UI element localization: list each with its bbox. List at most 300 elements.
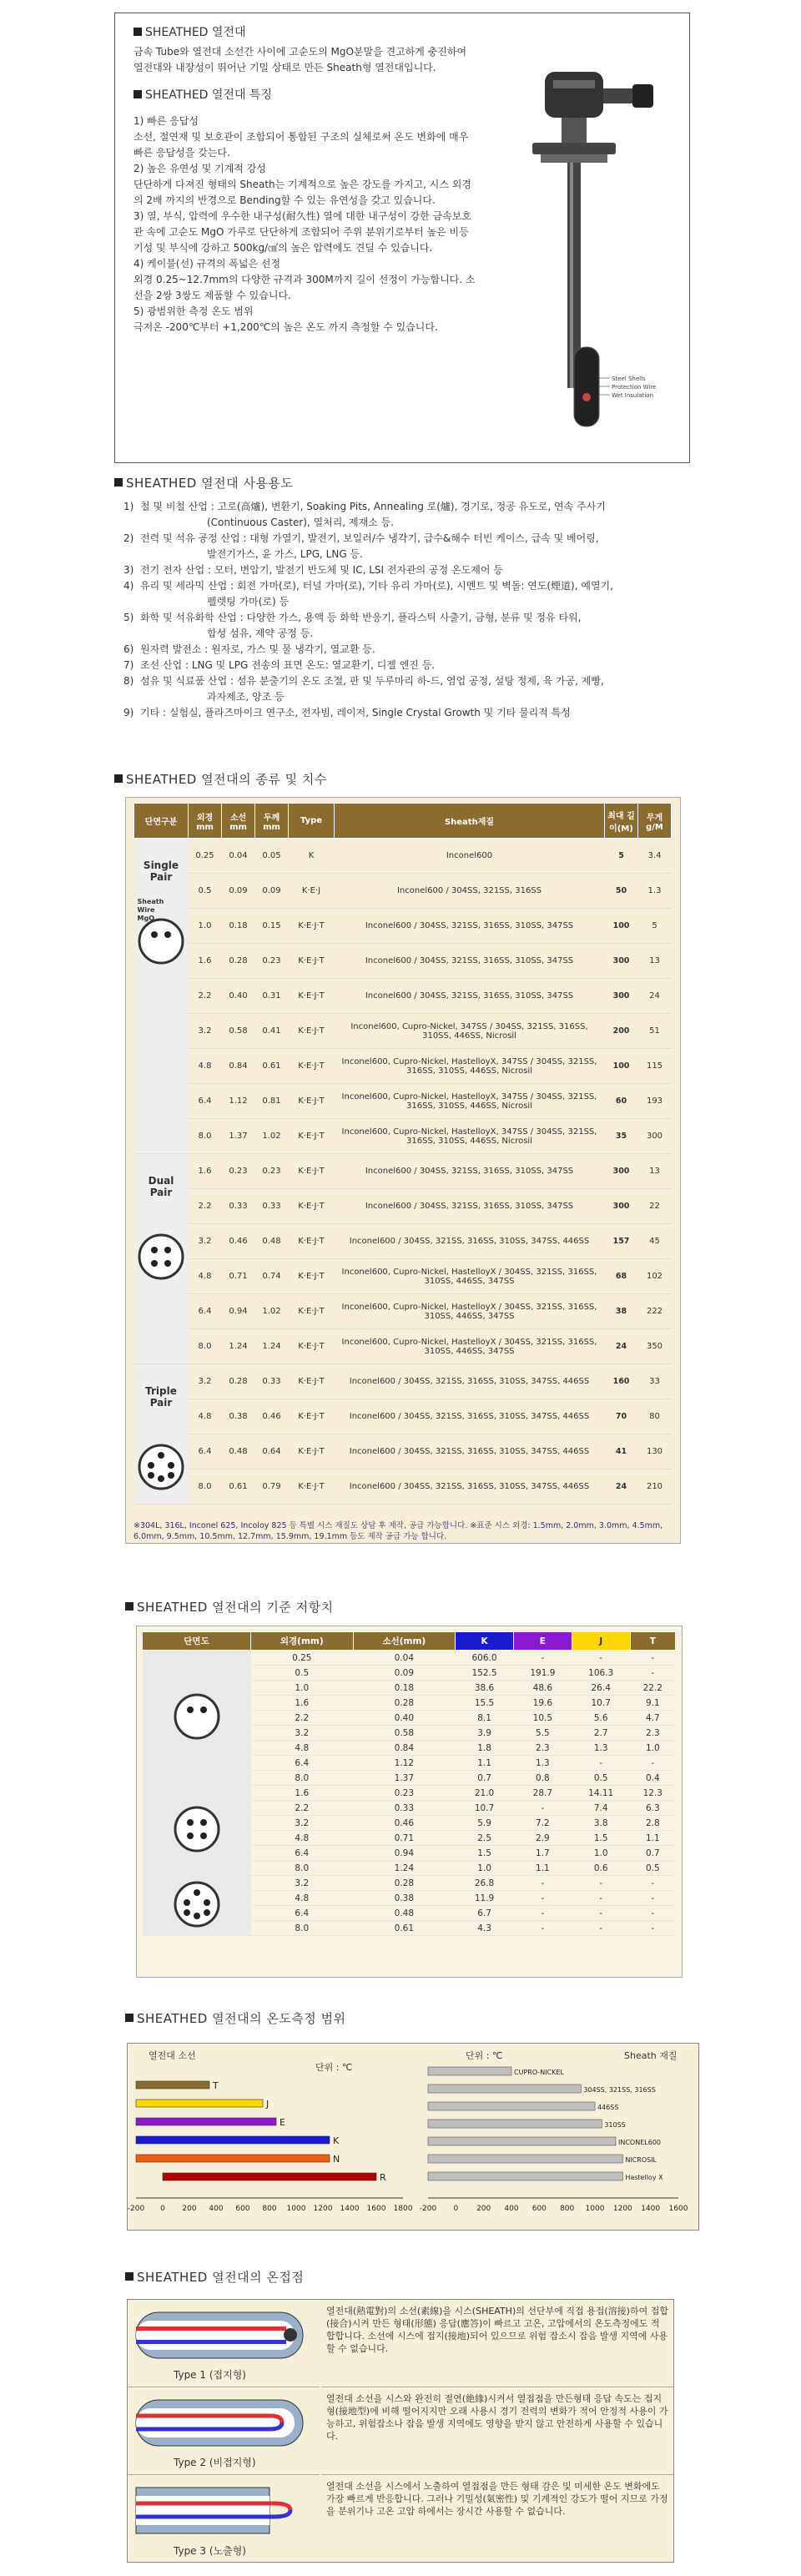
table-cell: 0.28: [222, 1364, 255, 1399]
table-cell: 115: [638, 1049, 672, 1084]
type-description: 열전대(熱電對)의 소선(素線)을 시스(SHEATH)의 선단부에 직접 용접(溶接)하여 접합(接合)시켜 만든 형태(形態) 응답(應答)이 빠르고 고온, 고압에서의 온도측정에도 적합합니다. 소선에 시스에 접지(接地)되어 있으므로 위험 잡소시 잡음 발생 지역에 사용할 수 없습니다.: [321, 2300, 673, 2387]
usage-item-text: 전력 및 석유 공정 산업 : 대형 가열기, 발전기, 보일러/수 냉각기, 급수&해수 터빈 케이스, 급속 및 베어링,: [140, 532, 599, 544]
resistance-cell: -: [630, 1876, 675, 1891]
resistance-cell: 0.5: [251, 1666, 354, 1681]
resistance-cell: 2.9: [513, 1831, 572, 1846]
axis-tick: -200: [419, 2205, 437, 2213]
table-cell: Inconel600, Cupro-Nickel, HastelloyX, 347SS / 304SS, 321SS, 316SS, 310SS, 446SS, Nicrosil: [335, 1084, 605, 1119]
table-cell: 0.31: [255, 979, 289, 1014]
range-bar: [428, 2137, 616, 2145]
table-cell: K·E·J·T: [289, 1364, 335, 1399]
usage-item: [123, 499, 683, 515]
usage-item-number: 7): [123, 659, 134, 671]
resistance-cell: 1.0: [630, 1741, 675, 1756]
resistance-cell: 7.4: [572, 1801, 630, 1816]
group-cell: [134, 1364, 189, 1505]
table-cell: 3.2: [189, 1364, 222, 1399]
resistance-cell: 0.40: [353, 1711, 456, 1726]
resistance-cell: 21.0: [456, 1786, 514, 1801]
resistance-cell: 28.7: [513, 1786, 572, 1801]
table-cell: 68: [605, 1259, 638, 1294]
resistance-cell: 1.5: [572, 1831, 630, 1846]
table-cell: 300: [605, 944, 638, 979]
range-bar: [136, 2100, 263, 2107]
usage-item-text: 발전기가스, 윤 가스, LPG, LNG 등.: [207, 548, 363, 560]
table-cell: 0.25: [189, 839, 222, 874]
table-row: [134, 1259, 672, 1294]
range-chart: [128, 2044, 698, 2230]
inset-label: Sheath: [137, 898, 164, 905]
range-bar: [428, 2084, 581, 2093]
table-cell: 0.46: [255, 1399, 289, 1434]
resistance-row: [143, 1786, 676, 1801]
table-cell: 0.5: [189, 874, 222, 909]
inset-label: MgO: [137, 915, 154, 922]
table-row: [134, 1364, 672, 1399]
table-cell: 160: [605, 1364, 638, 1399]
axis-tick: 1600: [366, 2205, 386, 2213]
table-row: [134, 909, 672, 944]
usage-item-number: [123, 594, 140, 610]
features-title: SHEATHED 열전대 특징: [134, 88, 476, 103]
cross-section-icon: [136, 1442, 186, 1492]
resistance-cell: 1.1: [456, 1756, 514, 1771]
table-cell: 5: [605, 839, 638, 874]
axis-tick: 1000: [286, 2205, 306, 2213]
bar-label: INCONEL600: [618, 2139, 661, 2146]
table-cell: 0.40: [222, 979, 255, 1014]
axis-tick: 1600: [668, 2205, 688, 2213]
bar-label: NICROSIL: [625, 2156, 657, 2164]
group-label: Single Pair: [143, 860, 179, 883]
resistance-cell: -: [513, 1876, 572, 1891]
resistance-row: [143, 1876, 676, 1891]
range-bar: [428, 2067, 511, 2075]
resistance-cell: 0.7: [456, 1771, 514, 1786]
usage-item-number: 4): [123, 580, 134, 592]
table-cell: 0.41: [255, 1014, 289, 1049]
resistance-cell: 0.48: [353, 1906, 456, 1921]
header-cell: 외경 mm: [189, 804, 222, 839]
table-row: [134, 874, 672, 909]
table-cell: 0.09: [255, 874, 289, 909]
table-cell: 0.46: [222, 1224, 255, 1259]
header-cell: 소선 mm: [222, 804, 255, 839]
table-row: [134, 1294, 672, 1329]
resistance-cell: -: [513, 1651, 572, 1666]
right-chart-unit: 단위 : ℃: [466, 2050, 503, 2061]
resistance-cell: 2.3: [513, 1741, 572, 1756]
table-cell: 1.24: [222, 1329, 255, 1364]
resistance-cell: 1.0: [572, 1846, 630, 1861]
table-cell: Inconel600, Cupro-Nickel, HastelloyX / 304SS, 321SS, 316SS, 310SS, 446SS, 347SS: [335, 1259, 605, 1294]
resistance-header: T: [630, 1632, 675, 1651]
table-cell: K·E·J·T: [289, 1399, 335, 1434]
resistance-cell: 4.8: [251, 1741, 354, 1756]
axis-tick: 400: [209, 2205, 224, 2213]
usage-item-number: [123, 626, 140, 642]
table-cell: 38: [605, 1294, 638, 1329]
usage-item-number: 6): [123, 643, 134, 655]
table-row: [134, 1434, 672, 1469]
resistance-cell: 6.3: [630, 1801, 675, 1816]
resistance-cell: 9.1: [630, 1696, 675, 1711]
usage-item-text: 전기 전자 산업 : 모터, 변압기, 발전기 반도체 및 IC, LSI 전자관의 공정 온도제어 등: [140, 564, 503, 576]
table-row: [134, 1329, 672, 1364]
table-cell: 24: [605, 1329, 638, 1364]
resistance-cell: 0.4: [630, 1771, 675, 1786]
usage-item: [123, 547, 683, 562]
header-cell: Type: [289, 804, 335, 839]
resistance-cell: 8.0: [251, 1771, 354, 1786]
table-cell: 4.8: [189, 1049, 222, 1084]
intro-description: 금속 Tube와 열전대 소선간 사이에 고순도의 MgO분말을 견고하게 충진하여 열전대와 내장성이 뛰어난 기밀 상태로 만든 Sheath형 열전대입니다.: [134, 46, 467, 73]
resistance-cell: 22.2: [630, 1681, 675, 1696]
table-cell: 24: [638, 979, 672, 1014]
table-cell: K·E·J·T: [289, 1084, 335, 1119]
table-cell: 35: [605, 1119, 638, 1154]
usage-item: [123, 610, 683, 626]
feature-line: 1) 빠른 응답성: [134, 115, 199, 127]
sizes-table: [134, 803, 672, 1505]
table-row: [134, 1049, 672, 1084]
table-cell: K·E·J·T: [289, 944, 335, 979]
table-cell: 0.04: [222, 839, 255, 874]
feature-line: 극저온 -200℃부터 +1,200℃의 높은 온도 까지 측정할 수 있습니다.: [134, 321, 438, 333]
resistance-cell: 0.38: [353, 1891, 456, 1906]
resistance-cell: 1.37: [353, 1771, 456, 1786]
junction-title: SHEATHED 열전대의 온접점: [125, 2268, 304, 2286]
axis-tick: 1200: [612, 2205, 632, 2213]
usage-item-number: 8): [123, 675, 134, 687]
inset-label: Wire: [137, 906, 155, 914]
table-cell: 193: [638, 1084, 672, 1119]
resistance-cell: 0.5: [630, 1861, 675, 1876]
axis-tick: 600: [531, 2205, 547, 2213]
resistance-cell: 19.6: [513, 1696, 572, 1711]
table-cell: 1.37: [222, 1119, 255, 1154]
table-cell: 41: [605, 1434, 638, 1469]
usage-item-text: 펠렛팅 가마(로) 등: [207, 596, 290, 607]
junction-types: [127, 2299, 674, 2563]
resistance-cell: 5.5: [513, 1726, 572, 1741]
resistance-cell: 11.9: [456, 1891, 514, 1906]
resistance-cell: -: [572, 1651, 630, 1666]
usage-item-number: 2): [123, 532, 134, 544]
usage-item-text: 철 및 비철 산업 : 고로(高爐), 변환기, Soaking Pits, Annealing 로(爐), 경기로, 정공 유도로, 연속 주사기: [140, 501, 606, 512]
resistance-cell: 4.3: [456, 1921, 514, 1936]
table-cell: 8.0: [189, 1329, 222, 1364]
resistance-cell: -: [630, 1756, 675, 1771]
resistance-cell: -: [513, 1906, 572, 1921]
bar-label: E: [280, 2117, 285, 2128]
table-cell: 0.61: [222, 1469, 255, 1505]
feature-line: 5) 광범위한 측정 온도 범위: [134, 305, 254, 317]
resistance-cell: 1.0: [456, 1861, 514, 1876]
resistance-cell: 8.0: [251, 1921, 354, 1936]
table-row: [134, 1399, 672, 1434]
table-row: [134, 839, 672, 874]
table-cell: 8.0: [189, 1119, 222, 1154]
resistance-cell: -: [630, 1906, 675, 1921]
table-cell: 0.79: [255, 1469, 289, 1505]
axis-tick: 0: [160, 2205, 165, 2213]
table-cell: 1.6: [189, 944, 222, 979]
table-cell: 51: [638, 1014, 672, 1049]
resistance-header: 외경(mm): [251, 1632, 354, 1651]
resistance-cell: 1.6: [251, 1786, 354, 1801]
type3-illustration: [128, 2475, 320, 2563]
table-cell: 200: [605, 1014, 638, 1049]
resistance-row: [143, 1651, 676, 1666]
cross-section-icon: [172, 1879, 222, 1929]
table-cell: 80: [638, 1399, 672, 1434]
resistance-cell: 3.2: [251, 1816, 354, 1831]
resistance-cell: 12.3: [630, 1786, 675, 1801]
table-cell: Inconel600 / 304SS, 321SS, 316SS, 310SS, 347SS: [335, 1154, 605, 1189]
table-cell: K·E·J·T: [289, 1154, 335, 1189]
resistance-cell: 0.5: [572, 1771, 630, 1786]
range-bar: [136, 2118, 276, 2125]
header-cell: 무게 g/M: [638, 804, 672, 839]
type-label: Type 3 (노출형): [174, 2545, 246, 2557]
resistance-cell: 1.7: [513, 1846, 572, 1861]
table-cell: 0.61: [255, 1049, 289, 1084]
table-cell: 1.12: [222, 1084, 255, 1119]
usage-item-text: 화학 및 석유화학 산업 : 다양한 가스, 용액 등 화학 반응기, 플라스틱 사출기, 금형, 분류 및 정유 타워,: [140, 612, 582, 623]
resistance-cell: 0.7: [630, 1846, 675, 1861]
table-cell: K·E·J·T: [289, 1294, 335, 1329]
left-chart-title: 열전대 소선: [149, 2050, 196, 2061]
usage-item: [123, 515, 683, 531]
resistance-cell: -: [572, 1921, 630, 1936]
resistance-cell: 8.1: [456, 1711, 514, 1726]
feature-line: 3) 열, 부식, 압력에 우수한 내구성(耐久性) 열에 대한 내구성이 강한 금속보호관 속에 고순도 MgO 가루로 단단하게 조합되어 주위 분위기로부터 높은 비등기성 및 부식에 강하고 500kg/㎠의 높은 압력에도 견딜 수 있습니다.: [134, 210, 471, 254]
table-cell: 0.64: [255, 1434, 289, 1469]
feature-line: 4) 케이블(선) 규격의 폭넓은 선정: [134, 258, 281, 270]
range-title: SHEATHED 열전대의 온도측정 범위: [125, 2009, 346, 2027]
bar-label: N: [333, 2154, 340, 2165]
usage-item: [123, 673, 683, 689]
resistance-cell: 0.28: [353, 1696, 456, 1711]
resistance-cell: 5.9: [456, 1816, 514, 1831]
resistance-cell: 4.8: [251, 1831, 354, 1846]
range-bar: [136, 2136, 330, 2144]
table-cell: 1.3: [638, 874, 672, 909]
diagram-label: Protection Wire: [612, 384, 657, 391]
resistance-header: J: [572, 1632, 630, 1651]
table-row: [134, 1119, 672, 1154]
resistance-cell: 10.7: [572, 1696, 630, 1711]
cross-section-cell: [143, 1876, 251, 1936]
bar-label: 304SS, 321SS, 316SS: [583, 2086, 656, 2094]
usage-item: [123, 658, 683, 673]
axis-tick: 1800: [393, 2205, 413, 2213]
table-cell: 45: [638, 1224, 672, 1259]
resistance-cell: 10.7: [456, 1801, 514, 1816]
resistance-cell: -: [630, 1666, 675, 1681]
bar-label: K: [333, 2135, 340, 2146]
resistance-cell: 2.3: [630, 1726, 675, 1741]
resistance-cell: 0.71: [353, 1831, 456, 1846]
resistance-cell: 0.04: [353, 1651, 456, 1666]
range-bar: [163, 2173, 376, 2180]
type-label: Type 1 (접지형): [174, 2369, 246, 2381]
axis-tick: 1000: [585, 2205, 605, 2213]
right-chart-title: Sheath 재질: [624, 2050, 678, 2061]
table-cell: 350: [638, 1329, 672, 1364]
table-row: [134, 1469, 672, 1505]
table-cell: K·E·J·T: [289, 1049, 335, 1084]
resistance-cell: 6.4: [251, 1906, 354, 1921]
resistance-cell: 191.9: [513, 1666, 572, 1681]
usage-item-number: [123, 689, 140, 705]
table-cell: 13: [638, 944, 672, 979]
table-cell: K·E·J·T: [289, 979, 335, 1014]
usage-item-number: [123, 547, 140, 562]
table-cell: Inconel600, Cupro-Nickel, HastelloyX / 304SS, 321SS, 316SS, 310SS, 446SS, 347SS: [335, 1329, 605, 1364]
resistance-cell: 1.3: [513, 1756, 572, 1771]
table-cell: Inconel600 / 304SS, 321SS, 316SS, 310SS, 347SS: [335, 1189, 605, 1224]
table-cell: 100: [605, 1049, 638, 1084]
group-label: Triple Pair: [145, 1385, 177, 1409]
table-cell: 0.15: [255, 909, 289, 944]
resistance-cell: -: [572, 1756, 630, 1771]
header-cell: 두께 mm: [255, 804, 289, 839]
resistance-cell: 1.1: [630, 1831, 675, 1846]
resistance-cell: -: [630, 1651, 675, 1666]
table-row: [134, 1224, 672, 1259]
resistance-cell: 0.09: [353, 1666, 456, 1681]
table-cell: 4.8: [189, 1399, 222, 1434]
usage-item-text: 과자제조, 양조 등: [207, 691, 285, 703]
resistance-cell: 2.7: [572, 1726, 630, 1741]
resistance-header: 소선(mm): [353, 1632, 456, 1651]
resistance-cell: 1.12: [353, 1756, 456, 1771]
range-bar: [136, 2081, 209, 2089]
resistance-cell: 15.5: [456, 1696, 514, 1711]
table-cell: Inconel600, Cupro-Nickel, HastelloyX, 347SS / 304SS, 321SS, 316SS, 310SS, 446SS, Nicrosil: [335, 1049, 605, 1084]
group-cell: [134, 1154, 189, 1364]
axis-tick: 800: [560, 2205, 575, 2213]
resistance-cell: 6.4: [251, 1756, 354, 1771]
table-cell: 4.8: [189, 1259, 222, 1294]
table-cell: K·E·J·T: [289, 1434, 335, 1469]
table-cell: 8.0: [189, 1469, 222, 1505]
resistance-cell: 4.7: [630, 1711, 675, 1726]
table-cell: 0.28: [222, 944, 255, 979]
resistance-cell: 1.6: [251, 1696, 354, 1711]
range-bar: [136, 2155, 330, 2162]
table-row: [134, 1189, 672, 1224]
table-cell: K·E·J·T: [289, 1189, 335, 1224]
table-cell: 33: [638, 1364, 672, 1399]
usage-item: [123, 689, 683, 705]
resistance-cell: 6.7: [456, 1906, 514, 1921]
resistance-cell: 7.2: [513, 1816, 572, 1831]
usage-item: [123, 562, 683, 578]
usage-list: [123, 499, 683, 721]
table-cell: Inconel600 / 304SS, 321SS, 316SS, 310SS, 347SS, 446SS: [335, 1434, 605, 1469]
table-cell: 210: [638, 1469, 672, 1505]
usage-item-text: 조선 산업 : LNG 및 LPG 전송의 표면 온도: 열교환기, 디젤 엔진 등.: [140, 659, 436, 671]
bar-label: 446SS: [597, 2104, 619, 2111]
table-cell: 300: [605, 979, 638, 1014]
usage-item-text: 유리 및 세라믹 산업 : 회전 가마(로), 터널 가마(로), 기타 유리 가마(로), 시멘트 및 벽돌: 연도(煙道), 예열기,: [140, 580, 613, 592]
range-frame: [127, 2043, 699, 2231]
resistance-cell: 26.8: [456, 1876, 514, 1891]
axis-tick: 0: [453, 2205, 459, 2213]
axis-tick: 1400: [641, 2205, 661, 2213]
resistance-cell: 1.1: [513, 1861, 572, 1876]
bar-label: R: [380, 2172, 386, 2183]
type1-illustration: [128, 2300, 320, 2387]
cross-section-icon: [172, 1804, 222, 1854]
sizes-footnote: ※304L, 316L, Inconel 625, Incoloy 825 등 특별 시스 재질도 상담 후 제작, 공급 가능합니다. ※표준 시스 외경: 1.5mm, 2.0mm, 3.0mm, 4.5mm, 6.0mm, 9.5mm, 10.5mm, 12.7mm, 15.9mm, 19.1mm 등도 제작 공급 가능 합니다.: [134, 1521, 663, 1541]
resistance-cell: -: [513, 1801, 572, 1816]
table-cell: Inconel600 / 304SS, 321SS, 316SS, 310SS, 347SS, 446SS: [335, 1224, 605, 1259]
intro-title: SHEATHED 열전대: [134, 25, 476, 41]
table-cell: 0.74: [255, 1259, 289, 1294]
table-cell: 13: [638, 1154, 672, 1189]
table-cell: K·E·J: [289, 874, 335, 909]
table-cell: K·E·J·T: [289, 1329, 335, 1364]
axis-tick: 400: [504, 2205, 519, 2213]
table-cell: 50: [605, 874, 638, 909]
table-row: [134, 1154, 672, 1189]
usage-item-text: 합성 섬유, 제약 공정 등.: [207, 628, 314, 639]
table-cell: 6.4: [189, 1294, 222, 1329]
resistance-cell: 0.84: [353, 1741, 456, 1756]
table-cell: 70: [605, 1399, 638, 1434]
table-cell: 0.94: [222, 1294, 255, 1329]
table-cell: 3.4: [638, 839, 672, 874]
resistance-cell: 0.25: [251, 1651, 354, 1666]
table-cell: 300: [638, 1119, 672, 1154]
intro-box: [114, 13, 690, 463]
table-cell: 22: [638, 1189, 672, 1224]
range-bar: [428, 2102, 595, 2110]
usage-item: [123, 594, 683, 610]
resistance-cell: 0.18: [353, 1681, 456, 1696]
type-description: 열전대 소선을 시스에서 노출하여 열접점을 만든 형태 감은 및 미세한 온도 변화에도 가장 빠르게 반응합니다. 그러나 기밀성(氣密性) 및 기계적인 강도가 떨어 지므로 가정을 분위기나 고온 고압 하에서는 장시간 사용할 수 없습니다.: [326, 2481, 668, 2517]
resistance-cell: 3.9: [456, 1726, 514, 1741]
axis-tick: 800: [262, 2205, 277, 2213]
table-cell: 0.18: [222, 909, 255, 944]
header-cell: 단면구분: [134, 804, 189, 839]
type-description: 열전대 소선을 시스와 완전히 절연(絶緣)시켜서 열접점을 만든형태 응답 속도는 접지형(接地型)에 비해 떨어지지만 오래 사용시 경기 전력의 변화가 적어 안정적 사용이 가능하고, 위험잡소나 잡음 발생 지역에도 영향을 받지 않고 안전하게 사용할 수 있습니다.: [321, 2387, 673, 2475]
table-cell: 100: [605, 909, 638, 944]
table-cell: Inconel600, Cupro-Nickel, HastelloyX, 347SS / 304SS, 321SS, 316SS, 310SS, 446SS, Nicrosil: [335, 1119, 605, 1154]
table-cell: 0.48: [222, 1434, 255, 1469]
bar-label: T: [213, 2080, 219, 2091]
cross-section-cell: [143, 1786, 251, 1876]
range-bar: [428, 2120, 602, 2128]
type2-illustration: [128, 2387, 320, 2475]
usage-item-text: 원자력 발전소 : 원자로, 가스 및 물 냉각기, 열교환 등.: [140, 643, 375, 655]
axis-tick: 1200: [313, 2205, 333, 2213]
table-cell: Inconel600 / 304SS, 321SS, 316SS: [335, 874, 605, 909]
bar-label: Hastelloy X: [625, 2174, 663, 2181]
resistance-title: SHEATHED 열전대의 기준 저항치: [125, 1598, 334, 1616]
table-cell: K·E·J·T: [289, 1469, 335, 1505]
resistance-cell: 0.6: [572, 1861, 630, 1876]
resistance-cell: 2.2: [251, 1801, 354, 1816]
resistance-cell: 1.5: [456, 1846, 514, 1861]
resistance-cell: -: [630, 1921, 675, 1936]
resistance-cell: 6.4: [251, 1846, 354, 1861]
table-cell: 157: [605, 1224, 638, 1259]
